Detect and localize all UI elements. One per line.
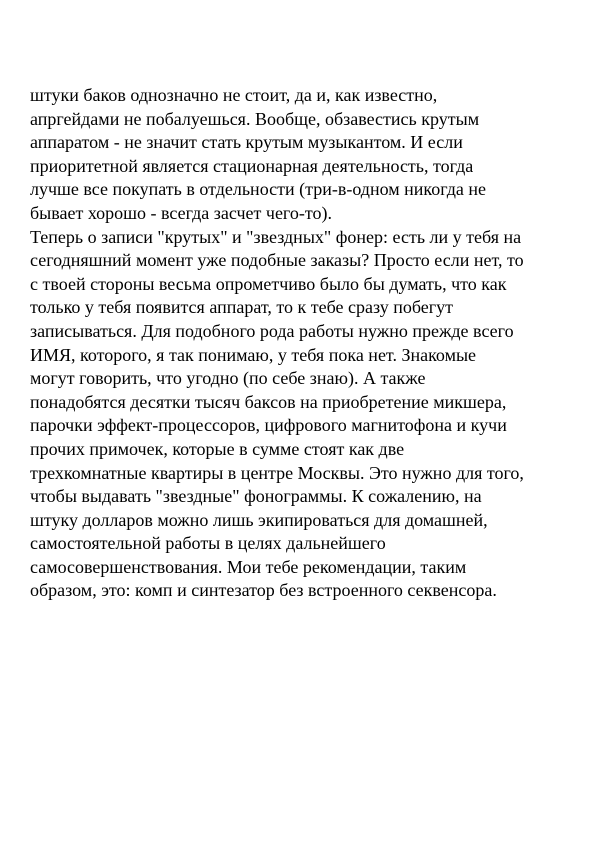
text-line: прочих примочек, которые в сумме стоят как две	[30, 438, 405, 459]
text-line: записываться. Для подобного рода работы нужно прежде всего	[30, 320, 514, 341]
text-line: парочки эффект-процессоров, цифрового магнитофона и кучи	[30, 415, 507, 436]
text-line: бывает хорошо - всегда засчет чего-то).	[30, 202, 332, 223]
text-line: самосовершенствования. Мои тебе рекомендации, таким	[30, 556, 467, 577]
text-line: лучше все покупать в отдельности (три-в-одном никогда не	[30, 179, 487, 200]
text-line: штуки баков однозначно не стоит, да и, как известно,	[30, 85, 438, 105]
text-line: сегодняшний момент уже подобные заказы? Просто если нет, то	[30, 250, 524, 271]
text-line: с твоей стороны весьма опрометчиво было бы думать, что как	[30, 273, 507, 294]
text-line: Теперь о записи "крутых" и "звездных" фонер: есть ли у тебя на	[30, 226, 522, 247]
text-line: могут говорить, что угодно (по себе знаю). А также	[30, 368, 426, 389]
text-line: штуку долларов можно лишь экипироваться для домашней,	[30, 509, 488, 530]
text-line: аппаратом - не значит стать крутым музыкантом. И если	[30, 132, 463, 153]
text-line: приоритетной является стационарная деятельность, тогда	[30, 155, 474, 176]
text-line: понадобятся десятки тысяч баксов на приобретение микшера,	[30, 391, 507, 412]
text-line: чтобы выдавать "звездные" фонограммы. К сожалению, на	[30, 486, 482, 507]
text-line: ИМЯ, которого, я так понимаю, у тебя пока нет. Знакомые	[30, 344, 477, 365]
text-line: только у тебя появится аппарат, то к тебе сразу побегут	[30, 297, 453, 318]
body-text	[30, 84, 590, 603]
text-line: апргейдами не побалуешься. Вообще, обзавестись крутым	[30, 108, 480, 129]
text-line: самостоятельной работы в целях дальнейшего	[30, 533, 386, 554]
text-line: образом, это: комп и синтезатор без встроенного секвенсора.	[30, 580, 497, 601]
text-line: трехкомнатные квартиры в центре Москвы. Это нужно для того,	[30, 462, 524, 483]
